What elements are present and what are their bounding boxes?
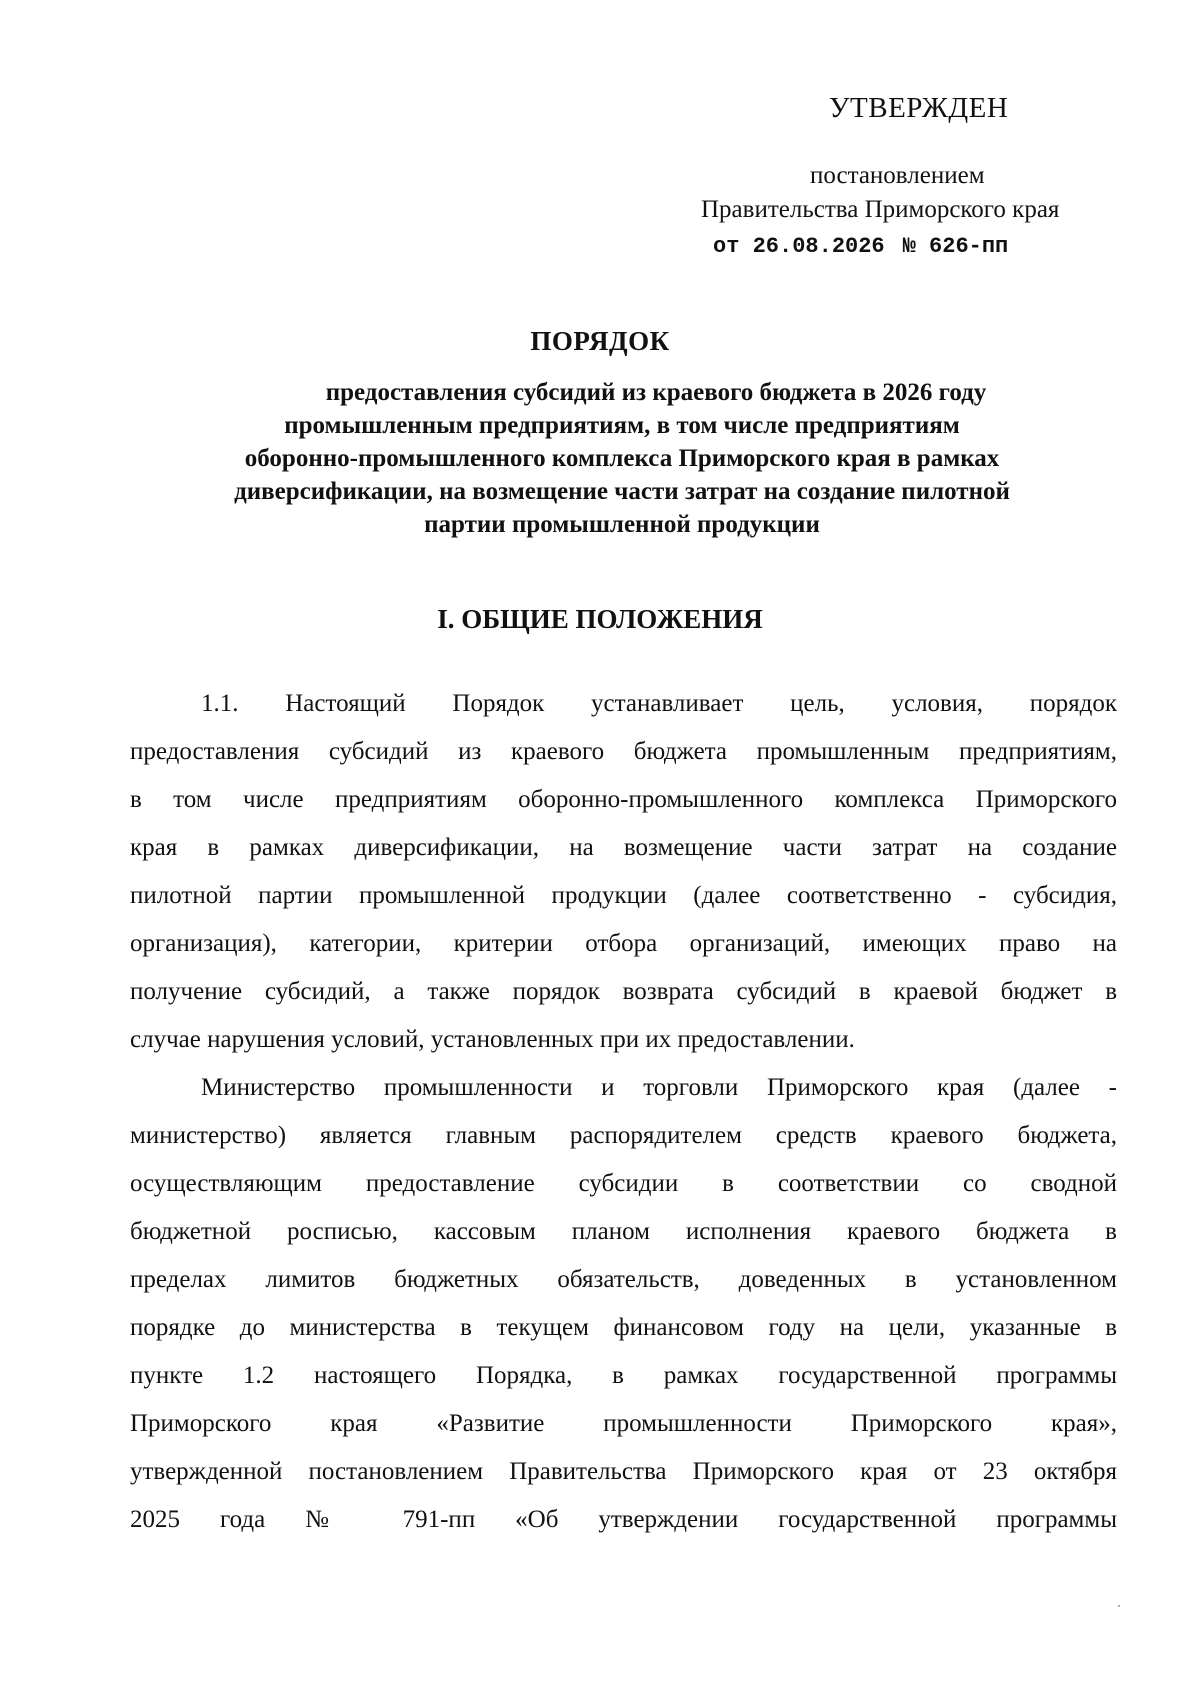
paragraph-line: в том числе предприятиям оборонно-промышленного комплекса Приморского [130,786,1117,813]
paragraph-2 [130,1064,1117,1544]
paragraph-line: пункте 1.2 настоящего Порядка, в рамках государственной программы [130,1362,1117,1389]
paragraph-1 [130,680,1117,1064]
document-body [130,680,1117,1544]
paragraph-line: случае нарушения условий, установленных при их предоставлении. [130,1026,855,1053]
paragraph-line: Приморского края «Развитие промышленности Приморского края», [130,1410,1117,1437]
resolution-date: от 26.08.2026 [713,234,885,259]
approved-label: УТВЕРЖДЕН [829,92,1009,124]
scan-speck [1118,1605,1120,1607]
paragraph-line: пределах лимитов бюджетных обязательств, доведенных в установленном [130,1266,1117,1293]
paragraph-line: 1.1. Настоящий Порядок устанавливает цель, условия, порядок [201,690,1117,717]
subtitle-line: диверсификации, на возмещение части затрат на создание пилотной [234,478,1010,505]
paragraph-line: министерство) является главным распорядителем средств краевого бюджета, [130,1122,1117,1149]
subtitle-line: предоставления субсидий из краевого бюджета в 2026 году [325,379,987,406]
paragraph-line: бюджетной росписью, кассовым планом исполнения краевого бюджета в [130,1218,1117,1245]
paragraph-line: 2025 года № 791-пп «Об утверждении государственной программы [130,1506,1117,1533]
paragraph-line: порядке до министерства в текущем финансовом году на цели, указанные в [130,1314,1117,1341]
resolution-number: № 626-пп [902,234,1009,259]
section-heading: I. ОБЩИЕ ПОЛОЖЕНИЯ [437,604,763,634]
paragraph-line: края в рамках диверсификации, на возмещение части затрат на создание [130,834,1117,861]
paragraph-line: организация), категории, критерии отбора организаций, имеющих право на [130,930,1117,957]
resolution-label: постановлением [810,162,985,189]
paragraph-line: пилотной партии промышленной продукции (далее соответственно - субсидия, [130,882,1117,909]
paragraph-line: предоставления субсидий из краевого бюджета промышленным предприятиям, [130,738,1117,765]
subtitle-line: партии промышленной продукции [424,511,820,538]
government-label: Правительства Приморского края [701,196,1060,223]
document-title: ПОРЯДОК [530,326,670,356]
document-subtitle [160,376,1084,541]
paragraph-line: утвержденной постановлением Правительства Приморского края от 23 октября [130,1458,1117,1485]
paragraph-line: осуществляющим предоставление субсидии в соответствии со сводной [130,1170,1117,1197]
resolution-date-line [713,234,1008,259]
subtitle-line: оборонно-промышленного комплекса Приморского края в рамках [244,445,1000,472]
paragraph-line: Министерство промышленности и торговли Приморского края (далее - [201,1074,1117,1101]
subtitle-line: промышленным предприятиям, в том числе предприятиям [284,412,960,439]
paragraph-line: получение субсидий, а также порядок возврата субсидий в краевой бюджет в [130,978,1117,1005]
